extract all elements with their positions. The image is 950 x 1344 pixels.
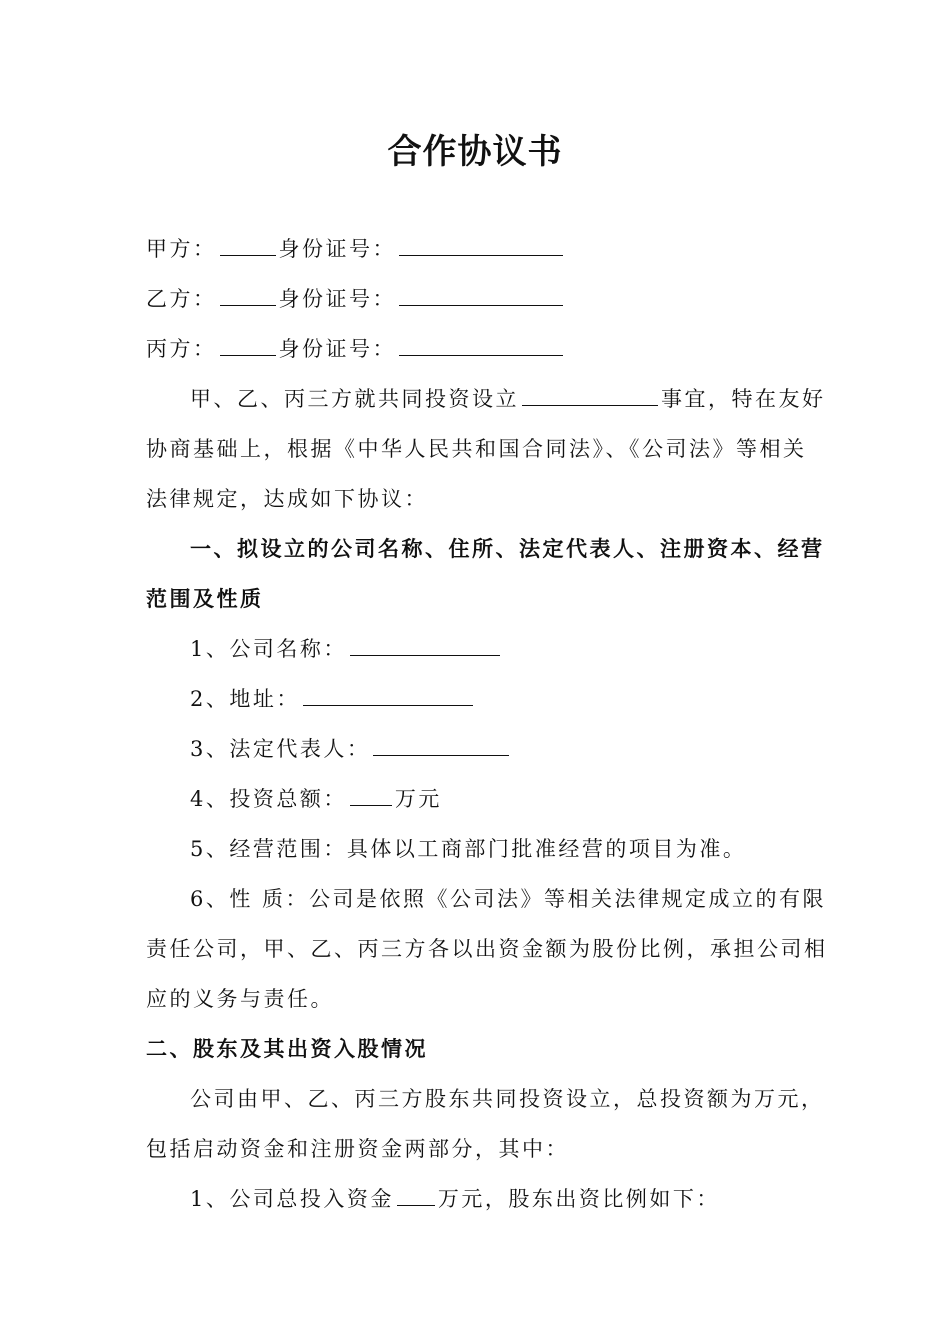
section2-heading: 二、股东及其出资入股情况 xyxy=(146,1036,428,1061)
intro-text: 事宜，特在友好 xyxy=(661,387,826,411)
party-bing-line xyxy=(0,334,950,364)
capital-amount-blank xyxy=(397,1185,435,1206)
address-line xyxy=(0,684,950,714)
section2-para-line-2: 包括启动资金和注册资金两部分，其中： xyxy=(146,1137,569,1161)
id-label: 身份证号： xyxy=(278,287,396,311)
party-yi-line xyxy=(0,284,950,314)
party-name-blank xyxy=(220,335,276,356)
unit-label: 万元 xyxy=(394,787,442,811)
item-label: 2、地址： xyxy=(190,687,300,711)
section2-para-line-1: 公司由甲、乙、丙三方股东共同投资设立，总投资额为万元， xyxy=(190,1087,825,1111)
id-label: 身份证号： xyxy=(278,337,396,361)
total-capital-line xyxy=(0,1184,950,1214)
id-number-blank xyxy=(399,335,563,356)
enterprise-blank xyxy=(522,385,658,406)
total-investment-line xyxy=(0,784,950,814)
nature-line-1: 6、性 质：公司是依照《公司法》等相关法律规定成立的有限 xyxy=(190,887,827,911)
address-blank xyxy=(303,685,473,706)
id-number-blank xyxy=(399,285,563,306)
business-scope-line: 5、经营范围：具体以工商部门批准经营的项目为准。 xyxy=(190,837,747,861)
section1-heading-line-2: 范围及性质 xyxy=(146,586,264,611)
legal-rep-line xyxy=(0,734,950,764)
id-label: 身份证号： xyxy=(278,237,396,261)
item-text: 万元，股东出资比例如下： xyxy=(437,1187,720,1211)
investment-amount-blank xyxy=(350,785,392,806)
intro-line-3: 法律规定，达成如下协议： xyxy=(146,487,428,511)
intro-line-2: 协商基础上，根据《中华人民共和国合同法》、《公司法》等相关 xyxy=(146,437,807,461)
intro-text: 甲、乙、丙三方就共同投资设立 xyxy=(190,387,519,411)
nature-line-2: 责任公司，甲、乙、丙三方各以出资金额为股份比例，承担公司相 xyxy=(146,937,828,961)
company-name-line xyxy=(0,634,950,664)
section1-heading-line-1: 一、拟设立的公司名称、住所、法定代表人、注册资本、经营 xyxy=(190,536,825,561)
document-title: 合作协议书 xyxy=(387,132,563,172)
party-label: 丙方： xyxy=(146,337,217,361)
id-number-blank xyxy=(399,235,563,256)
item-label: 1、公司名称： xyxy=(190,637,347,661)
item-label: 4、投资总额： xyxy=(190,787,347,811)
intro-line-1 xyxy=(0,384,950,414)
company-name-blank xyxy=(350,635,500,656)
party-name-blank xyxy=(220,235,276,256)
party-jia-line xyxy=(0,234,950,264)
party-name-blank xyxy=(220,285,276,306)
party-label: 甲方： xyxy=(146,237,217,261)
item-label: 3、法定代表人： xyxy=(190,737,371,761)
party-label: 乙方： xyxy=(146,287,217,311)
item-label: 1、公司总投入资金 xyxy=(190,1187,394,1211)
legal-rep-blank xyxy=(373,735,509,756)
nature-line-3: 应的义务与责任。 xyxy=(146,987,334,1011)
